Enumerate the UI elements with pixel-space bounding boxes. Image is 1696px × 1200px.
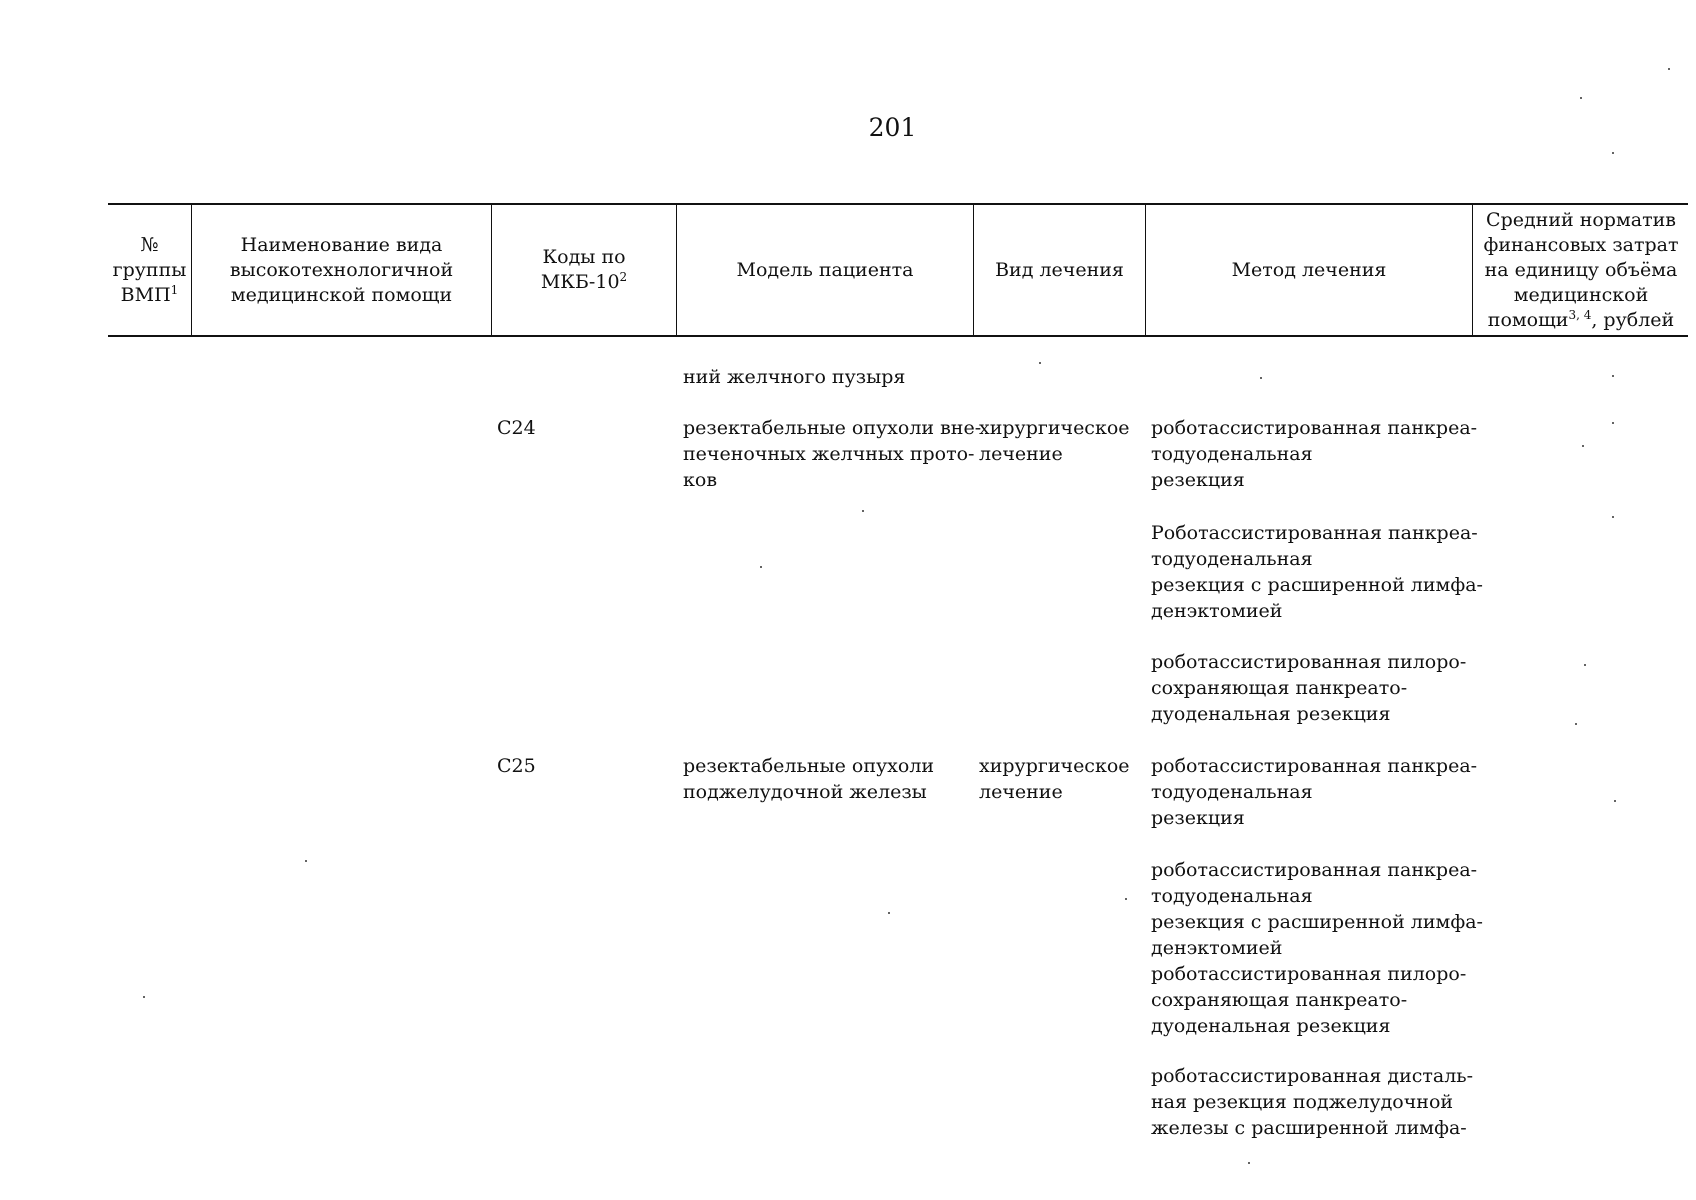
treatment-method-c24-3: роботассистированная пилоро- сохраняющая панкреато- дуоденальная резекция — [1151, 651, 1467, 725]
scan-speck — [1580, 97, 1582, 99]
patient-model-continuation: ний желчного пузыря — [683, 366, 906, 388]
header-treatment-method: Метод лечения — [1231, 258, 1387, 281]
treatment-type-c25: хирургическое лечение — [979, 755, 1130, 803]
treatment-type-c24: хирургическое лечение — [979, 417, 1130, 465]
scan-speck — [888, 912, 890, 914]
icd-code-c24: C24 — [497, 417, 536, 439]
scan-speck — [1612, 152, 1614, 154]
scan-speck — [862, 510, 864, 512]
scan-speck — [1039, 362, 1041, 364]
header-patient-model: Модель пациента — [736, 258, 914, 281]
header-average-cost: Средний норматив финансовых затрат на единицу объёма медицинской помощи$^{3, 4}$, рублей — [1483, 208, 1679, 331]
patient-model-c24: резектабельные опухоли вне- печеночных желчных прото- ков — [683, 417, 982, 491]
treatment-method-c25-2: роботассистированная панкреа- тодуоденальная резекция с расширенной лимфа- денэктомией роботассистированная пилоро- сохраняющая панкреато- дуоденальная резекция — [1151, 859, 1483, 1037]
header-bottom-rule — [108, 335, 1688, 337]
header-care-type-name: Наименование вида высокотехнологичной медицинской помощи — [229, 233, 454, 306]
scan-speck — [1260, 377, 1262, 379]
scan-speck — [1584, 664, 1586, 666]
scan-speck — [1125, 898, 1127, 900]
scan-speck — [1668, 68, 1670, 70]
icd-code-c25: C25 — [497, 755, 536, 777]
header-treatment-type: Вид лечения — [995, 258, 1124, 281]
scan-speck — [1248, 1162, 1250, 1164]
treatment-method-c24-1: роботассистированная панкреа- тодуоденальная резекция — [1151, 417, 1478, 491]
scan-speck — [143, 996, 145, 998]
header-group-number: № группы ВМП$^1$ — [112, 233, 187, 306]
scan-speck — [1612, 516, 1614, 518]
treatment-method-c25-3: роботассистированная дисталь- ная резекция поджелудочной железы с расширенной лимфа- — [1151, 1065, 1474, 1139]
scan-speck — [1612, 422, 1614, 424]
patient-model-c25: резектабельные опухоли поджелудочной железы — [683, 755, 935, 803]
header-icd-codes: Коды по МКБ-$10^2$ — [540, 246, 628, 293]
scan-speck — [760, 566, 762, 568]
scan-speck — [305, 860, 307, 862]
treatment-method-c25-1: роботассистированная панкреа- тодуоденальная резекция — [1151, 755, 1478, 829]
page-number: 201 — [868, 113, 917, 142]
scan-speck — [1614, 800, 1616, 802]
scan-speck — [1575, 723, 1577, 725]
treatment-method-c24-2: Роботассистированная панкреа- тодуоденальная резекция с расширенной лимфа- денэктомией — [1151, 522, 1483, 622]
scan-speck — [1612, 375, 1614, 377]
scan-speck — [1582, 445, 1584, 447]
